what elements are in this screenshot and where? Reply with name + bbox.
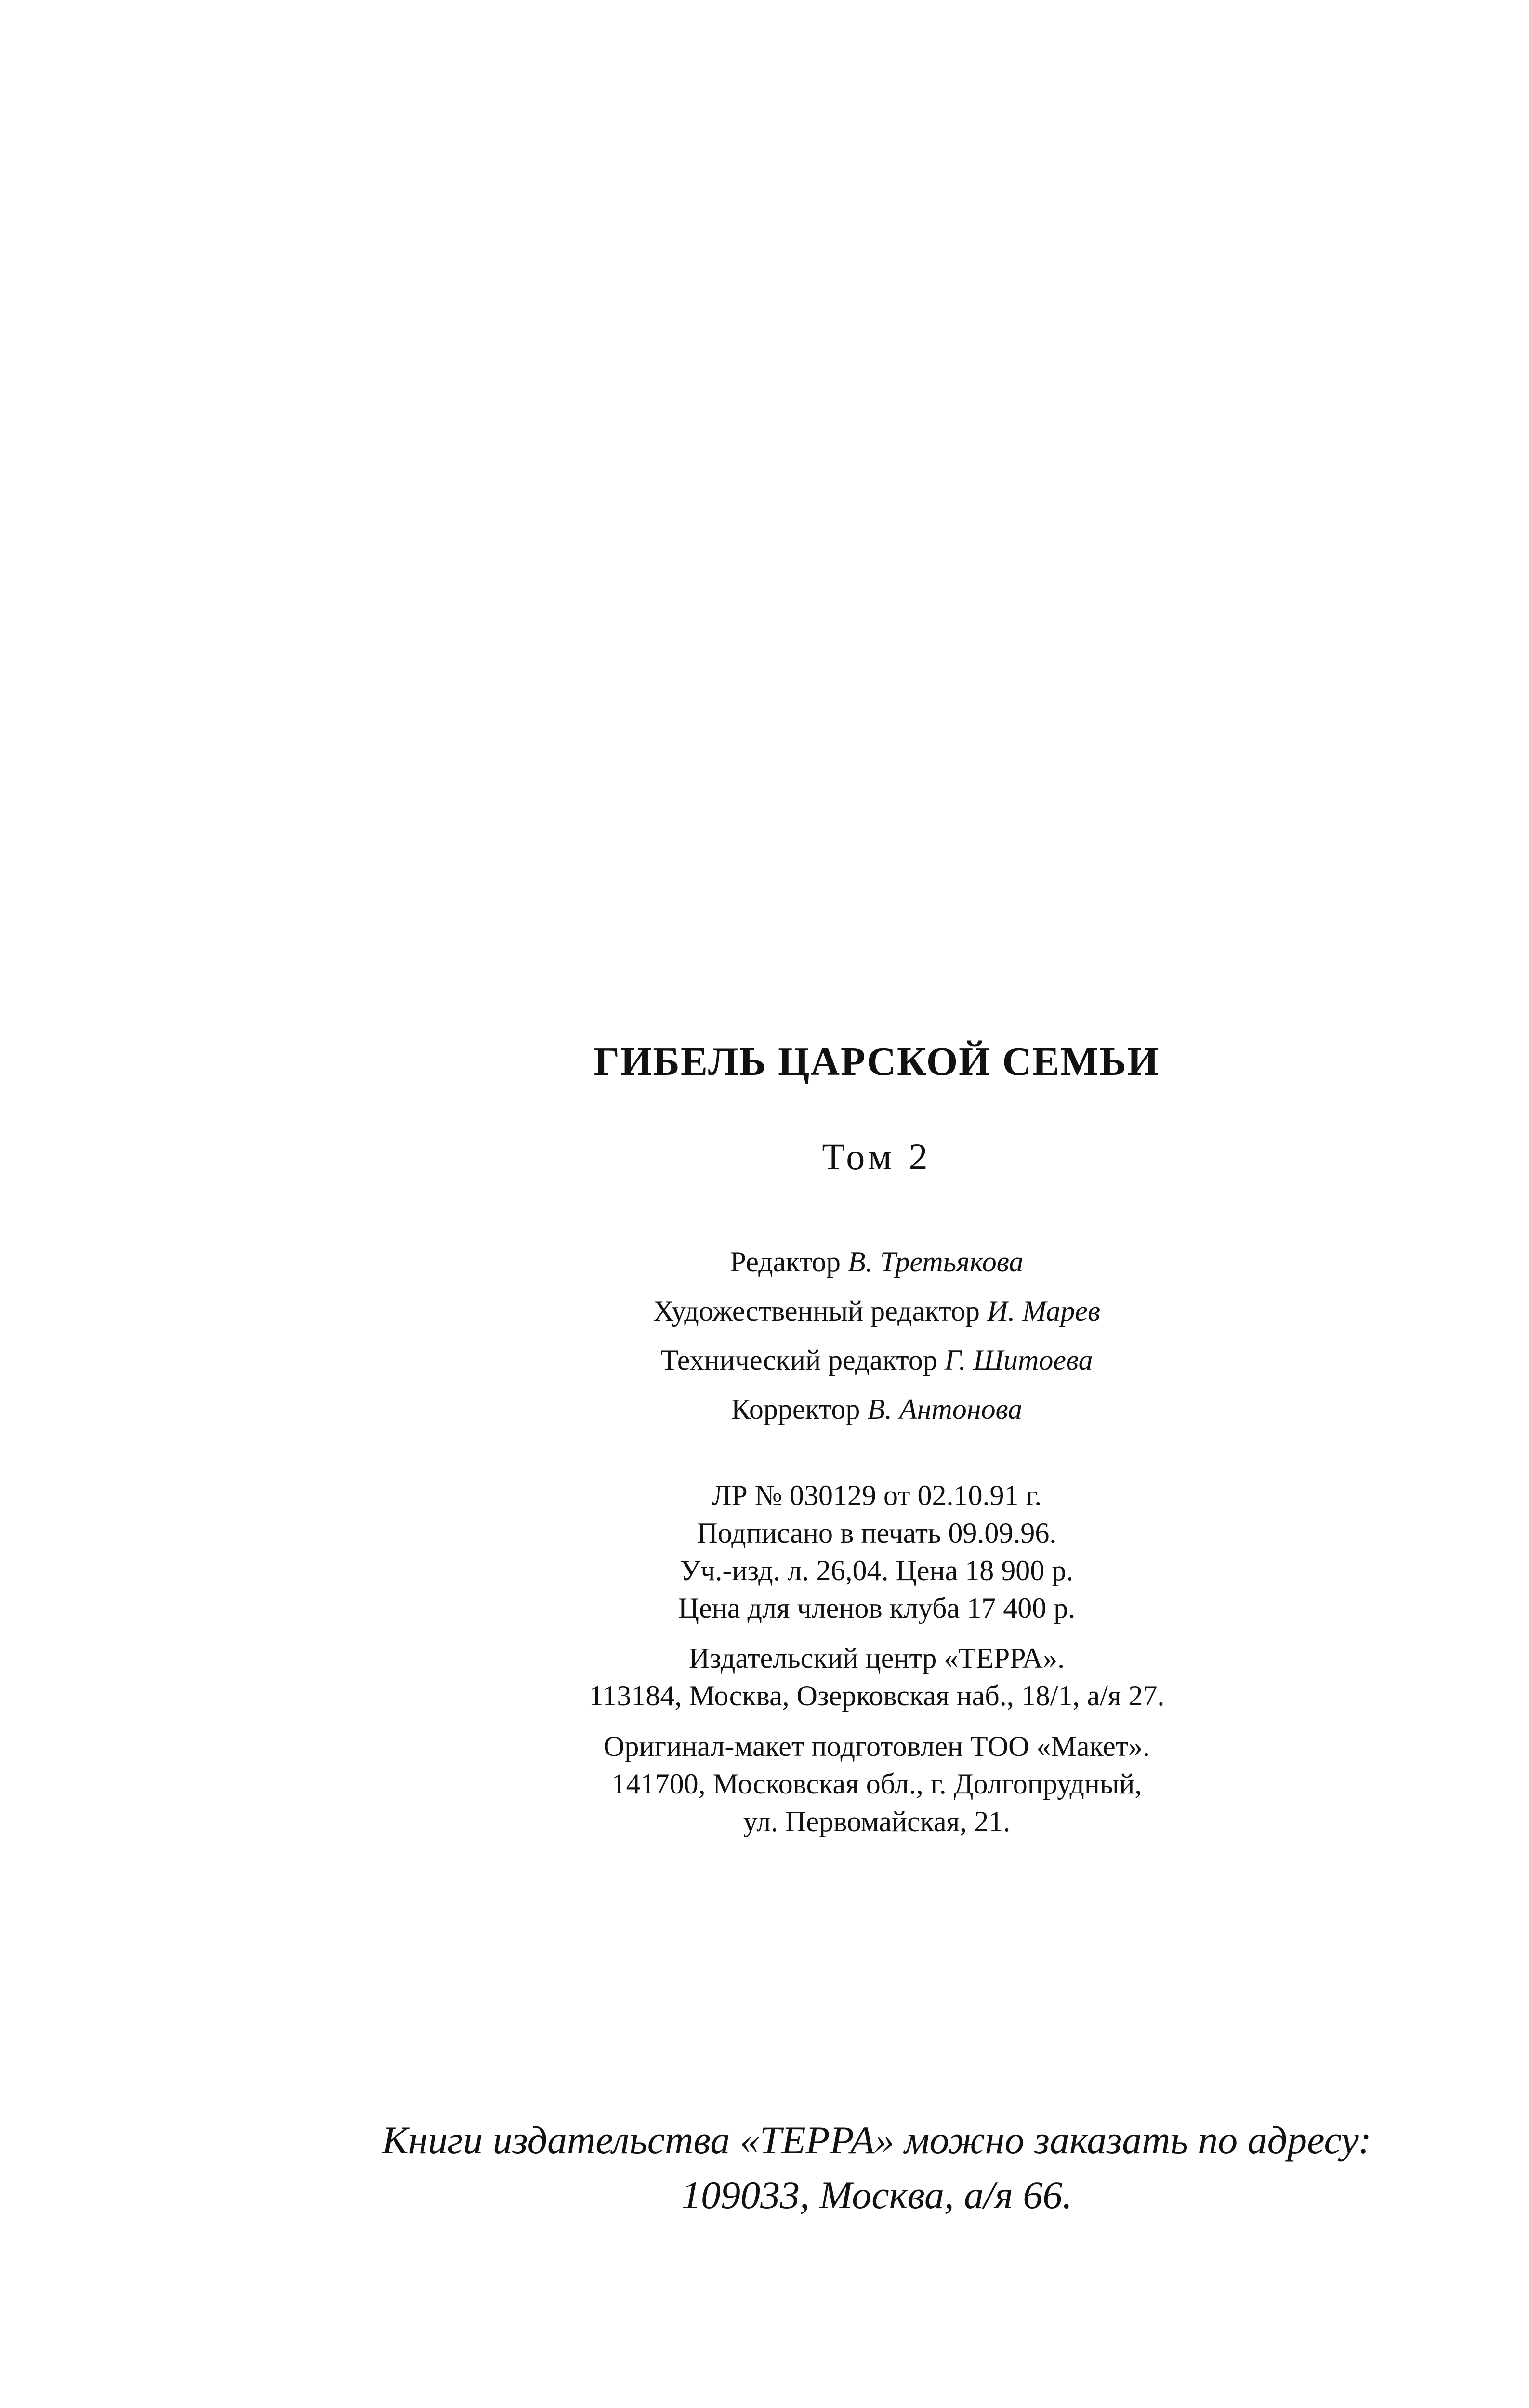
license-number: ЛР № 030129 от 02.10.91 г. xyxy=(712,1479,1042,1511)
layout-address-line-1: 141700, Московская обл., г. Долгопрудный, xyxy=(611,1768,1142,1800)
order-address: 109033, Москва, а/я 66. xyxy=(681,2173,1072,2217)
credit-name: И. Марев xyxy=(987,1295,1101,1327)
signed-to-print: Подписано в печать 09.09.96. xyxy=(697,1517,1057,1549)
credit-name: В. Третьякова xyxy=(848,1246,1024,1278)
publisher-address: 113184, Москва, Озерковская наб., 18/1, а/я 27. xyxy=(589,1680,1165,1712)
credit-name: Г. Шитоева xyxy=(944,1344,1093,1376)
volume-number: Том 2 xyxy=(822,1136,932,1178)
credit-role: Технический редактор xyxy=(660,1344,937,1376)
credit-proofreader xyxy=(487,1390,1267,1428)
credit-art-editor xyxy=(487,1292,1267,1330)
book-title: ГИБЕЛЬ ЦАРСКОЙ СЕМЬИ xyxy=(593,1039,1160,1084)
club-price: Цена для членов клуба 17 400 р. xyxy=(678,1592,1076,1624)
credit-name: В. Антонова xyxy=(867,1393,1023,1425)
layout-address-line-2: ул. Первомайская, 21. xyxy=(743,1806,1011,1837)
price-info: Уч.-изд. л. 26,04. Цена 18 900 р. xyxy=(680,1555,1074,1586)
credit-editor xyxy=(487,1243,1267,1281)
layout-credit: Оригинал-макет подготовлен ТОО «Макет». xyxy=(604,1730,1150,1762)
credit-role: Редактор xyxy=(730,1246,841,1278)
credit-role: Корректор xyxy=(731,1393,860,1425)
credit-technical-editor xyxy=(487,1341,1267,1379)
order-notice: Книги издательства «ТЕРРА» можно заказать по адресу: xyxy=(382,2118,1371,2162)
publisher-name: Издательский центр «ТЕРРА». xyxy=(688,1642,1065,1674)
credit-role: Художественный редактор xyxy=(653,1295,980,1327)
